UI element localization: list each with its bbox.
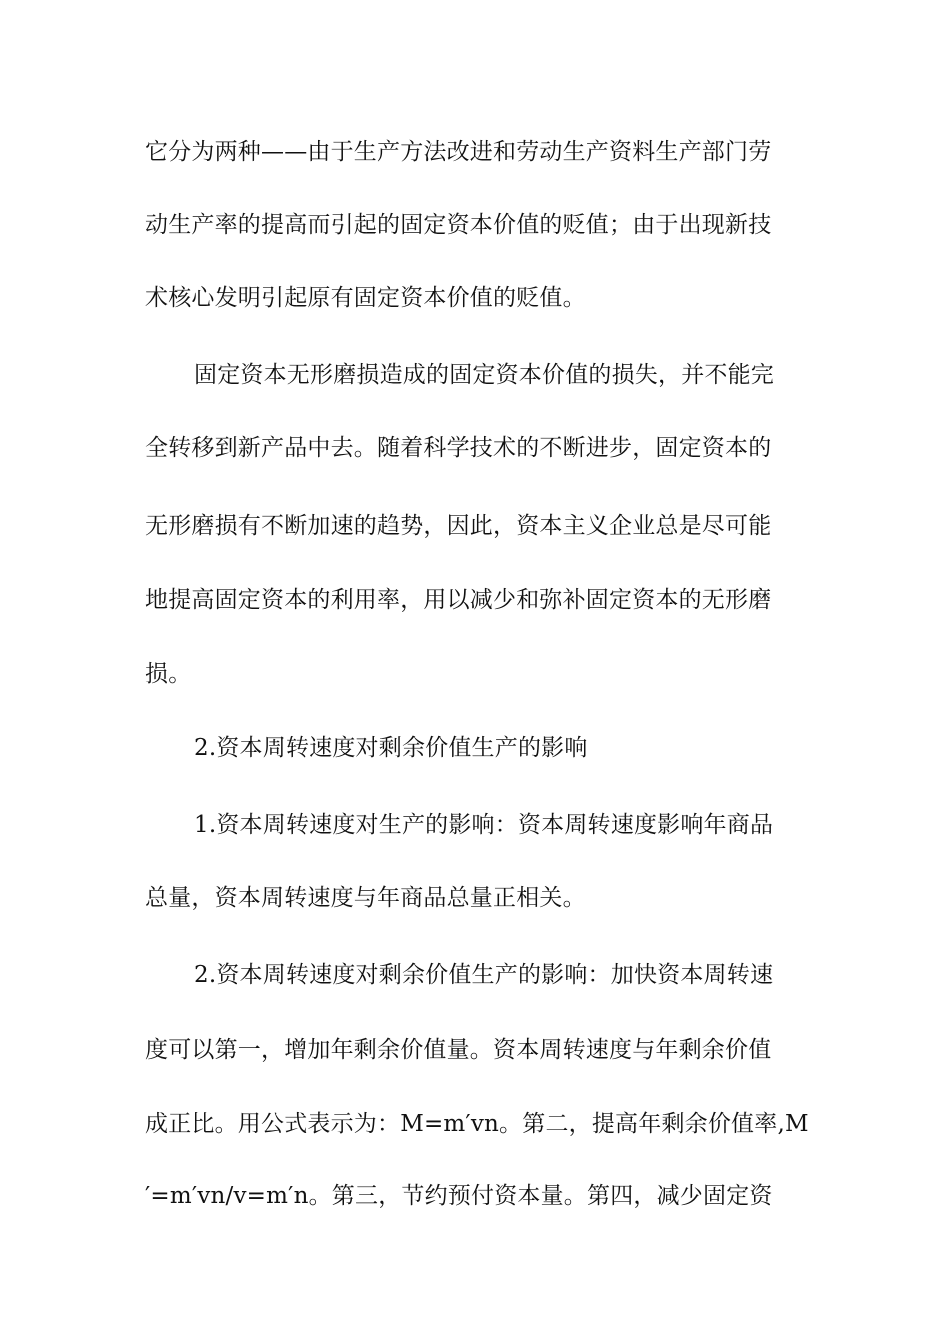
text-line: 无形磨损有不断加速的趋势，因此，资本主义企业总是尽可能 (145, 513, 772, 539)
text-line: 总量，资本周转速度与年商品总量正相关。 (145, 885, 586, 911)
text-line: ′=m′vn/v=m′n。第三，节约预付资本量。第四，减少固定资 (145, 1183, 773, 1209)
text-line: 术核心发明引起原有固定资本价值的贬值。 (145, 285, 586, 311)
text-line: 度可以第一，增加年剩余价值量。资本周转速度与年剩余价值 (145, 1037, 772, 1063)
text-line: 损。 (145, 661, 192, 687)
text-line: 它分为两种——由于生产方法改进和劳动生产资料生产部门劳 (145, 139, 772, 165)
text-line: 地提高固定资本的利用率，用以减少和弥补固定资本的无形磨 (145, 587, 772, 613)
text-line: 1.资本周转速度对生产的影响：资本周转速度影响年商品 (194, 812, 774, 838)
text-line: 固定资本无形磨损造成的固定资本价值的损失，并不能完 (194, 362, 774, 388)
text-line: 动生产率的提高而引起的固定资本价值的贬值；由于出现新技 (145, 212, 772, 238)
text-line: 成正比。用公式表示为：M=m′vn。第二，提高年剩余价值率,M (145, 1111, 809, 1137)
text-line: 全转移到新产品中去。随着科学技术的不断进步，固定资本的 (145, 435, 772, 461)
heading-line: 2.资本周转速度对剩余价值生产的影响 (194, 735, 588, 761)
text-line: 2.资本周转速度对剩余价值生产的影响：加快资本周转速 (194, 962, 774, 988)
